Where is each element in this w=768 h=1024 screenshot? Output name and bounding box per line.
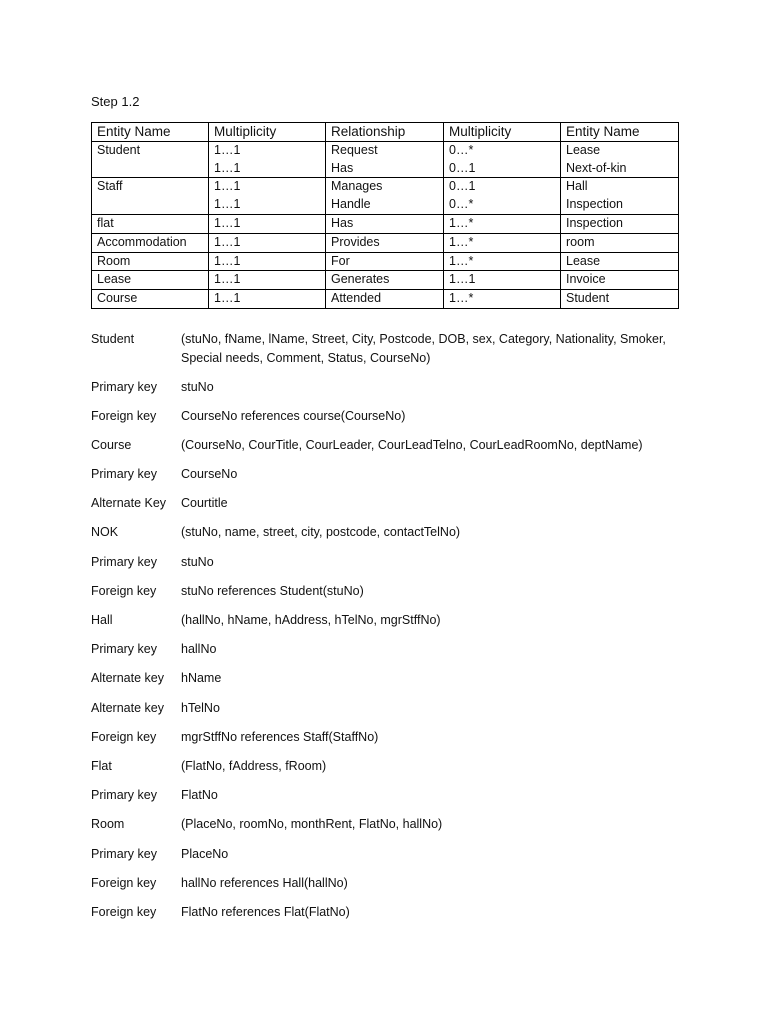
multiplicity-cell [444, 178, 561, 215]
schema-row [91, 699, 691, 728]
schema-row [91, 553, 691, 582]
target-entity-cell [561, 178, 679, 215]
cell-line: Inspection [566, 197, 623, 212]
target-entity-cell: room [561, 233, 679, 252]
entity-cell: flat [92, 214, 209, 233]
multiplicity-cell: 1…1 [209, 271, 326, 290]
schema-value: stuNo [181, 379, 214, 394]
target-entity-cell: Inspection [561, 214, 679, 233]
multiplicity-cell: 1…1 [444, 271, 561, 290]
header-multiplicity: Multiplicity [209, 123, 326, 142]
schema-value: (stuNo, fName, lName, Street, City, Postcode, DOB, sex, Category, Nationality, Smoker, Special needs, Comment, Status, CourseNo) [181, 332, 666, 365]
multiplicity-cell [209, 178, 326, 215]
header-entity-name: Entity Name [561, 123, 679, 142]
schema-value: Courtitle [181, 496, 228, 511]
schema-label: Flat [91, 758, 112, 773]
schema-row-student [91, 330, 691, 378]
multiplicity-cell: 1…* [444, 214, 561, 233]
schema-value: stuNo references Student(stuNo) [181, 583, 364, 598]
cell-line: 0…* [449, 142, 474, 157]
schema-value: FlatNo references Flat(FlatNo) [181, 904, 350, 919]
relationship-cell: For [326, 252, 444, 271]
schema-value: hTelNo [181, 700, 220, 715]
table-row [92, 271, 679, 290]
cell-line: Next-of-kin [566, 160, 627, 175]
entity-cell: Room [92, 252, 209, 271]
schema-value: FlatNo [181, 788, 218, 803]
schema-label: Primary key [91, 379, 157, 394]
header-entity-name: Entity Name [92, 123, 209, 142]
relationship-table [91, 122, 679, 309]
schema-label: Alternate Key [91, 496, 167, 511]
multiplicity-cell [444, 141, 561, 178]
schema-list [91, 330, 691, 932]
schema-value: (stuNo, name, street, city, postcode, contactTelNo) [181, 525, 461, 540]
schema-row-room [91, 815, 691, 844]
header-multiplicity: Multiplicity [444, 123, 561, 142]
cell-line: Manages [331, 179, 383, 194]
cell-line: 1…1 [214, 179, 241, 194]
table-row [92, 141, 679, 178]
multiplicity-cell: 1…* [444, 290, 561, 309]
cell-line: Has [331, 160, 354, 175]
schema-label: Course [91, 437, 132, 452]
schema-value: hallNo [181, 642, 217, 657]
schema-row [91, 903, 691, 932]
schema-label: Foreign key [91, 875, 157, 890]
header-relationship: Relationship [326, 123, 444, 142]
schema-row [91, 378, 691, 407]
schema-row [91, 669, 691, 698]
multiplicity-cell: 1…* [444, 233, 561, 252]
schema-label: Foreign key [91, 904, 157, 919]
cell-line: Hall [566, 179, 588, 194]
schema-row [91, 582, 691, 611]
schema-row-nok [91, 523, 691, 552]
relationship-cell [326, 141, 444, 178]
entity-cell: Staff [92, 178, 209, 215]
schema-row [91, 786, 691, 815]
schema-label: Student [91, 332, 135, 346]
multiplicity-cell: 1…1 [209, 290, 326, 309]
schema-row [91, 465, 691, 494]
multiplicity-cell: 1…1 [209, 252, 326, 271]
schema-value: PlaceNo [181, 846, 229, 861]
target-entity-cell: Lease [561, 252, 679, 271]
schema-label: Primary key [91, 788, 157, 803]
cell-line: Request [331, 142, 378, 157]
cell-line: Handle [331, 197, 371, 212]
schema-value: (PlaceNo, roomNo, monthRent, FlatNo, hallNo) [181, 817, 443, 832]
schema-row-course [91, 436, 691, 465]
table-row [92, 178, 679, 215]
schema-value: (FlatNo, fAddress, fRoom) [181, 758, 327, 773]
schema-row [91, 494, 691, 523]
cell-line: 1…1 [214, 142, 241, 157]
target-entity-cell: Student [561, 290, 679, 309]
relationship-cell [326, 178, 444, 215]
schema-value: stuNo [181, 554, 214, 569]
schema-label: Primary key [91, 642, 157, 657]
multiplicity-cell [209, 141, 326, 178]
table-row [92, 233, 679, 252]
schema-label: Hall [91, 613, 113, 627]
relationship-cell: Generates [326, 271, 444, 290]
schema-value: CourseNo references course(CourseNo) [181, 408, 406, 423]
schema-label: NOK [91, 525, 119, 540]
entity-cell: Course [92, 290, 209, 309]
schema-value: hallNo references Hall(hallNo) [181, 875, 348, 890]
schema-label: Foreign key [91, 408, 157, 423]
schema-row-hall [91, 611, 691, 640]
table-row [92, 252, 679, 271]
entity-cell: Student [92, 141, 209, 178]
target-entity-cell [561, 141, 679, 178]
schema-label: Foreign key [91, 583, 157, 598]
schema-label: Alternate key [91, 700, 164, 715]
schema-value: (hallNo, hName, hAddress, hTelNo, mgrStffNo) [181, 613, 441, 627]
schema-value: hName [181, 671, 222, 686]
schema-label: Room [91, 817, 125, 832]
relationship-cell: Attended [326, 290, 444, 309]
entity-cell: Accommodation [92, 233, 209, 252]
schema-value: CourseNo [181, 467, 238, 482]
table-row [92, 214, 679, 233]
cell-line: 0…1 [449, 179, 476, 194]
schema-row [91, 407, 691, 436]
table-row [92, 290, 679, 309]
schema-row [91, 845, 691, 874]
step-heading: Step 1.2 [91, 94, 140, 109]
schema-label: Primary key [91, 846, 157, 861]
schema-row [91, 728, 691, 757]
target-entity-cell: Invoice [561, 271, 679, 290]
cell-line: Lease [566, 142, 601, 157]
cell-line: 0…1 [449, 160, 476, 175]
relationship-cell: Provides [326, 233, 444, 252]
entity-cell: Lease [92, 271, 209, 290]
multiplicity-cell: 1…1 [209, 214, 326, 233]
schema-row-flat [91, 757, 691, 786]
schema-label: Primary key [91, 467, 157, 482]
cell-line: 0…* [449, 197, 474, 212]
relationship-cell: Has [326, 214, 444, 233]
multiplicity-cell: 1…1 [209, 233, 326, 252]
table-header-row [92, 123, 679, 142]
schema-label: Primary key [91, 554, 157, 569]
cell-line: 1…1 [214, 197, 241, 212]
multiplicity-cell: 1…* [444, 252, 561, 271]
schema-label: Foreign key [91, 729, 157, 744]
schema-label: Alternate key [91, 671, 164, 686]
schema-row [91, 874, 691, 903]
schema-value: mgrStffNo references Staff(StaffNo) [181, 729, 379, 744]
schema-row [91, 640, 691, 669]
cell-line: 1…1 [214, 160, 241, 175]
schema-value: (CourseNo, CourTitle, CourLeader, CourLeadTelno, CourLeadRoomNo, deptName) [181, 437, 643, 452]
